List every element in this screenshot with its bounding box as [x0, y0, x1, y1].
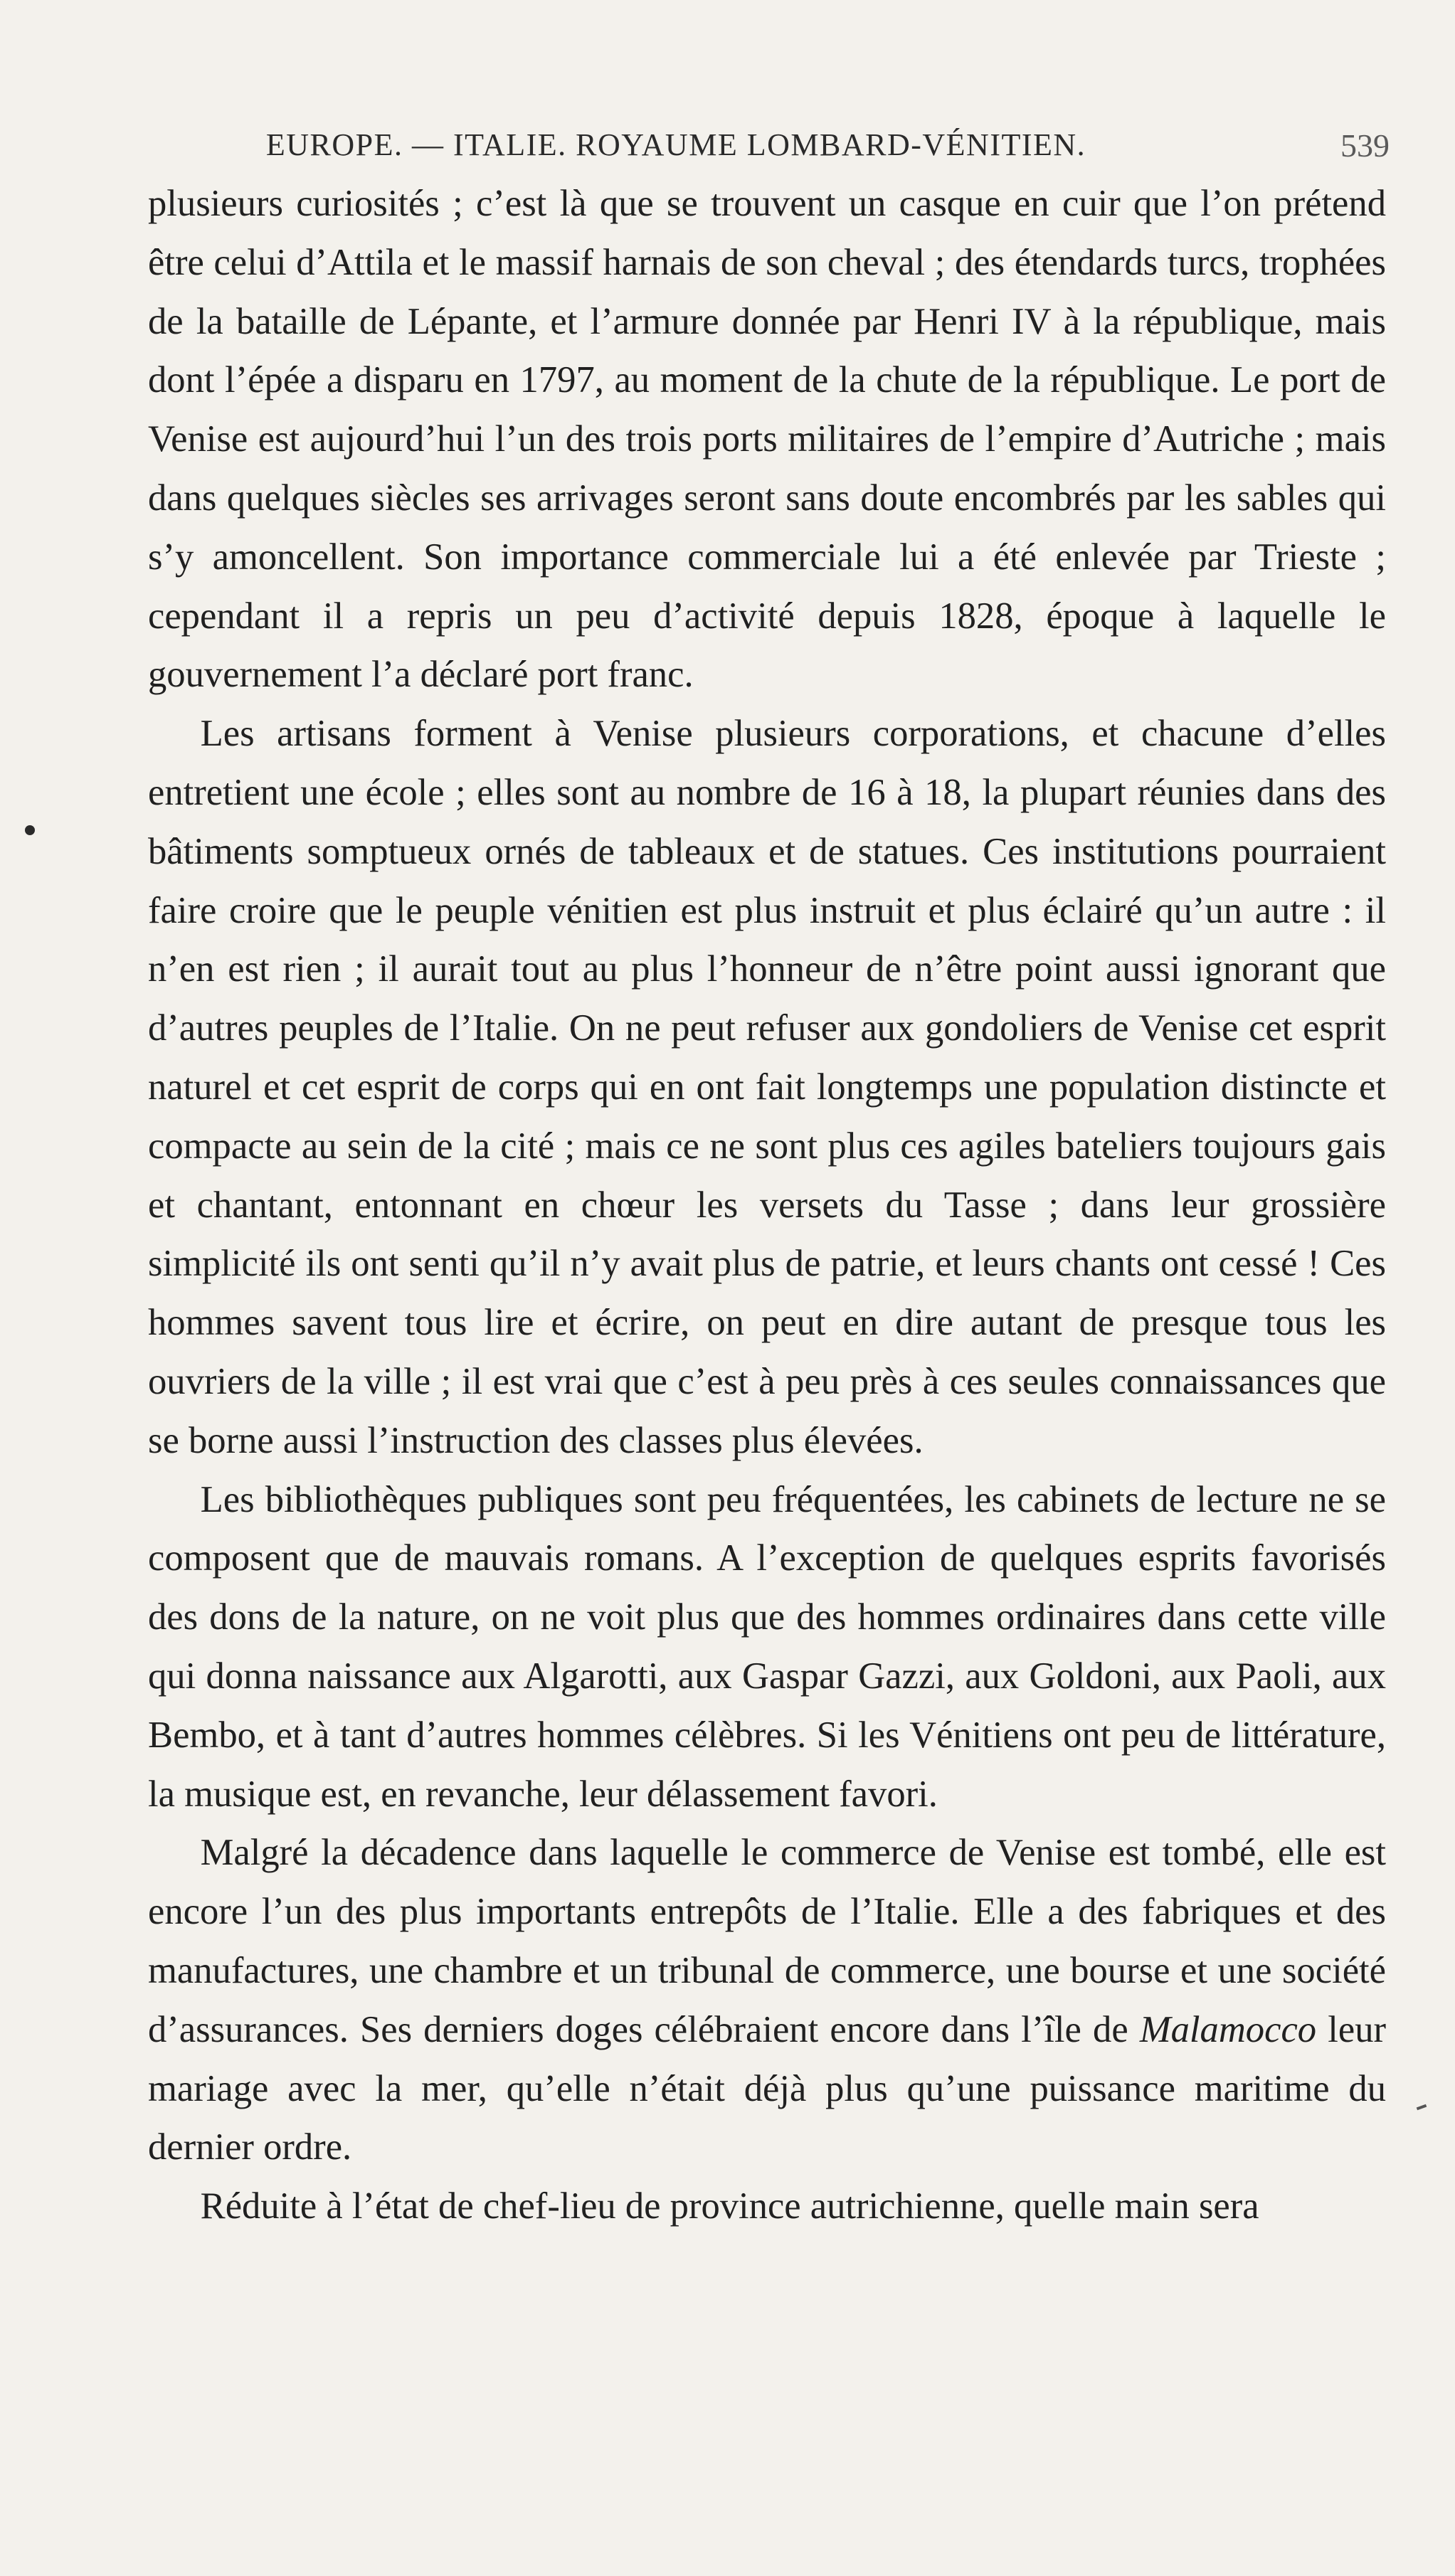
paragraph-4-text-a: Malgré la décadence dans laquelle le commerce de Venise est tombé, elle est encore l’un des plus importants entrepôts de l’Italie. Elle a des fabriques et des manufactures, une chambre et un tribunal de commerce, une bourse et une société d’assurances. Ses derniers doges célébraient encore dans l’île de	[148, 1832, 1386, 2050]
paragraph-4	[148, 1823, 1386, 2177]
paragraph-5: Réduite à l’état de chef-lieu de province autrichienne, quelle main sera	[200, 2185, 1259, 2227]
page-number: 539	[1340, 127, 1390, 164]
body-text	[148, 174, 1386, 2236]
place-name-malamocco: Malamocco	[1139, 2008, 1317, 2050]
margin-mark-dot	[25, 825, 35, 835]
running-head: EUROPE. — ITALIE. ROYAUME LOMBARD-VÉNITIEN.	[265, 127, 1086, 162]
paragraph-2: Les artisans forment à Venise plusieurs corporations, et chacune d’elles entretient une école ; elles sont au nombre de 16 à 18, la plupart réunies dans des bâtiments somptueux ornés de tableaux et de statues. Ces institutions pourraient faire croire que le peuple vénitien est plus instruit et plus éclairé qu’un autre : il n’en est rien ; il aurait tout au plus l’honneur de n’être point aussi ignorant que d’autres peuples de l’Italie. On ne peut refuser aux gondoliers de Venise cet esprit naturel et cet esprit de corps qui en ont fait longtemps une population distincte et compacte au sein de la cité ; mais ce ne sont plus ces agiles bateliers toujours gais et chantant, entonnant en chœur les versets du Tasse ; dans leur grossière simplicité ils ont senti qu’il n’y avait plus de patrie, et leurs chants ont cessé ! Ces hommes savent tous lire et écrire, on peut en dire autant de presque tous les ouvriers de la ville ; il est vrai que c’est à peu près à ces seules connaissances que se borne aussi l’instruction des classes plus élevées.	[148, 713, 1386, 1461]
paragraph-4-text-b: leur mariage avec la mer, qu’elle n’était déjà plus qu’une puissance maritime du dernier ordre.	[148, 2008, 1387, 2168]
paragraph-1: plusieurs curiosités ; c’est là que se trouvent un casque en cuir que l’on prétend être celui d’Attila et le massif harnais de son cheval ; des étendards turcs, trophées de la bataille de Lépante, et l’armure donnée par Henri IV à la république, mais dont l’épée a disparu en 1797, au moment de la chute de la république. Le port de Venise est aujourd’hui l’un des trois ports militaires de l’empire d’Autriche ; mais dans quelques siècles ses arrivages seront sans doute encombrés par les sables qui s’y amoncellent. Son importance commerciale lui a été enlevée par Trieste ; cependant il a repris un peu d’activité depuis 1828, époque à laquelle le gouvernement l’a déclaré port franc.	[148, 183, 1386, 696]
paragraph-3: Les bibliothèques publiques sont peu fréquentées, les cabinets de lecture ne se composent que de mauvais romans. A l’exception de quelques esprits favorisés des dons de la nature, on ne voit plus que des hommes ordinaires dans cette ville qui donna naissance aux Algarotti, aux Gaspar Gazzi, aux Goldoni, aux Paoli, aux Bembo, et à tant d’autres hommes célèbres. Si les Vénitiens ont peu de littérature, la musique est, en revanche, leur délassement favori.	[148, 1478, 1386, 1815]
margin-mark-tick	[1417, 2104, 1427, 2111]
page-header	[0, 127, 1455, 176]
